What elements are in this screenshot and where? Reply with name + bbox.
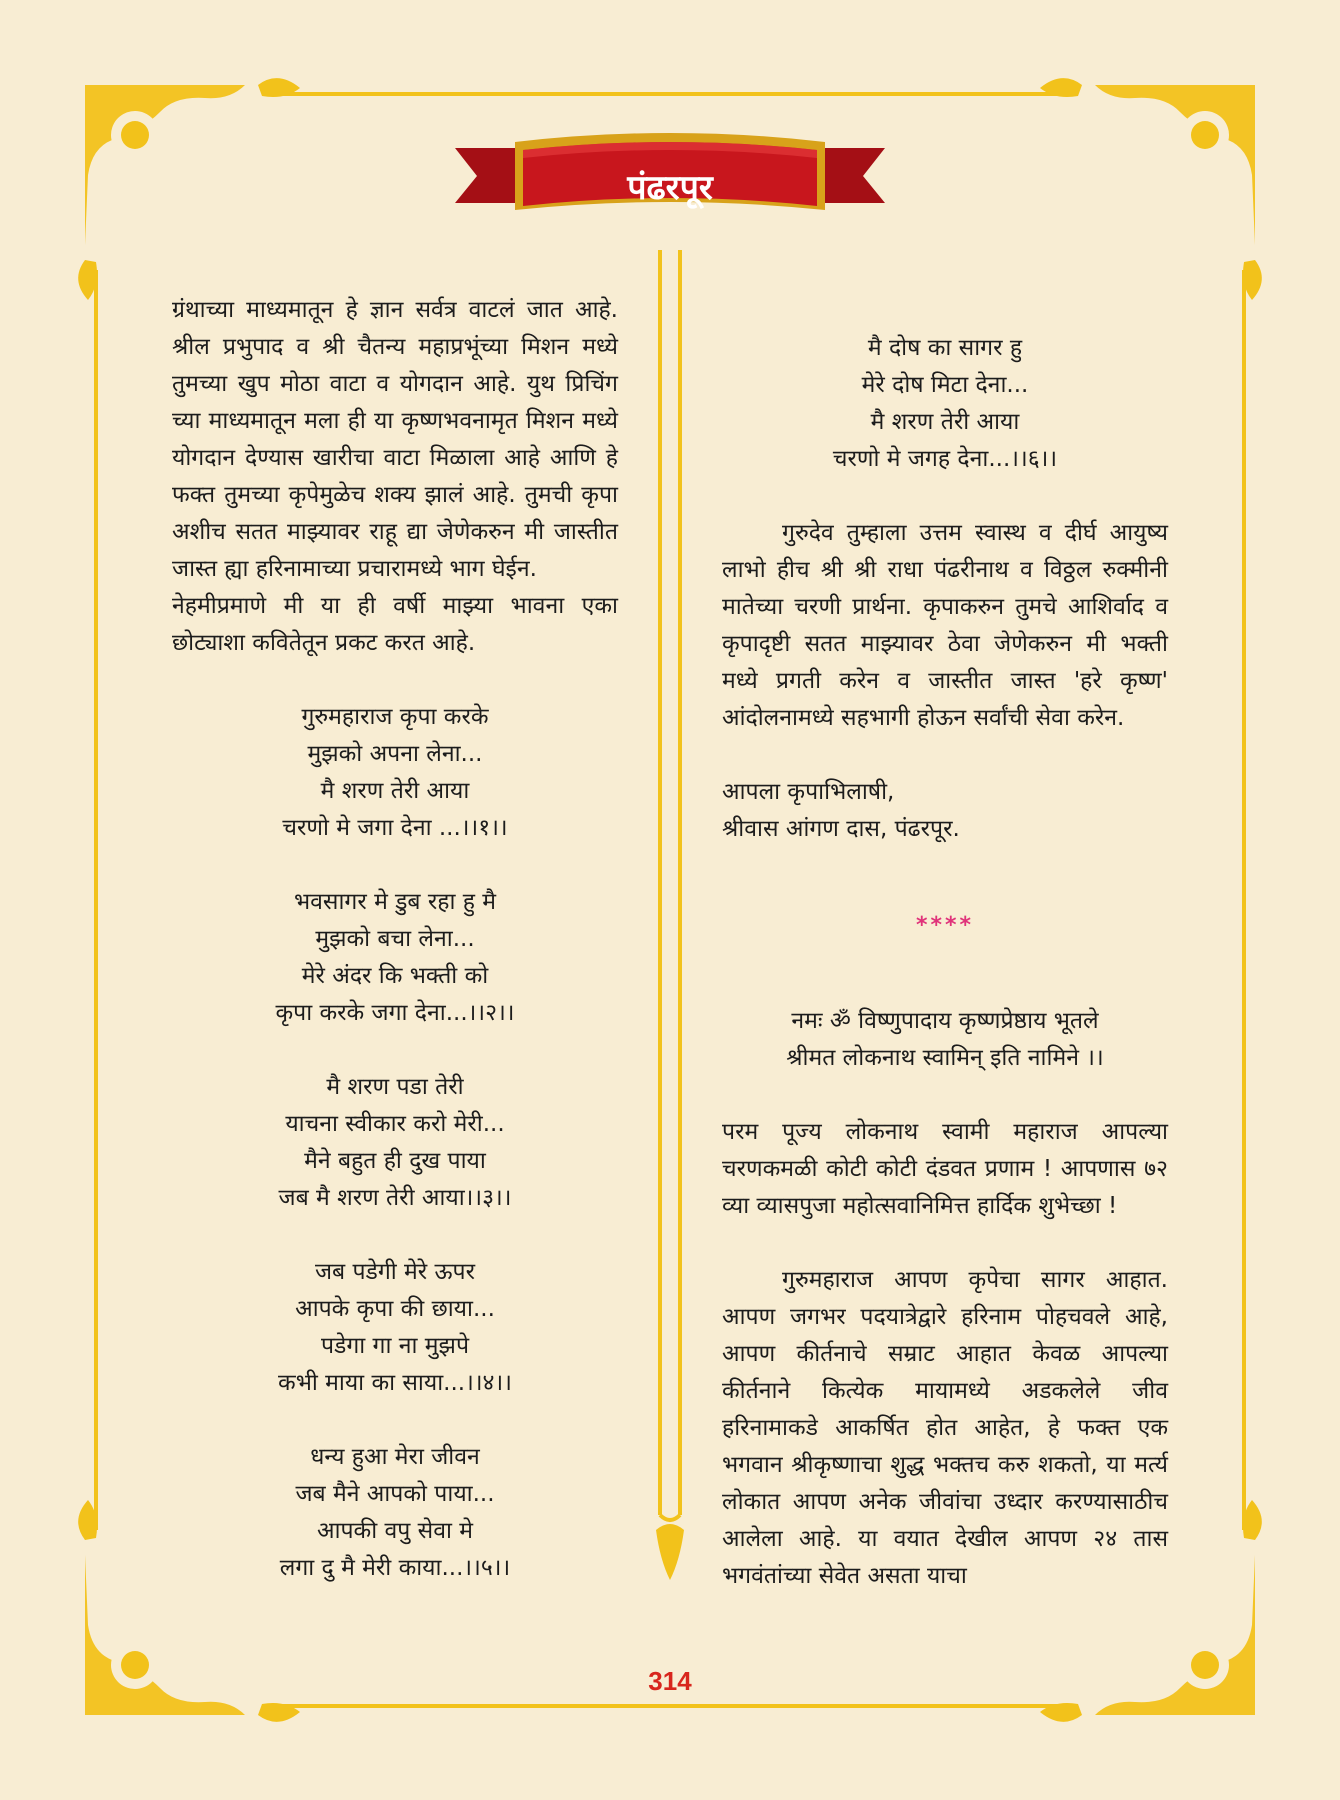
left-column bbox=[172, 292, 618, 1587]
poem-line: आपके कृपा की छाया... bbox=[295, 1296, 495, 1322]
column-divider bbox=[640, 250, 700, 1600]
poem-line: जब मै शरण तेरी आया।।३।। bbox=[278, 1185, 512, 1211]
poem-line: भवसागर मे डुब रहा हु मै bbox=[293, 889, 497, 915]
signoff-line: आपला कृपाभिलाषी, bbox=[722, 779, 895, 805]
poem-line: गुरुमहाराज कृपा करके bbox=[301, 704, 489, 730]
poem-stanza-6 bbox=[722, 330, 1168, 478]
poem-line: मुझको अपना लेना... bbox=[307, 741, 483, 767]
poem-line: जब मैने आपको पाया... bbox=[295, 1481, 495, 1507]
poem-line: मुझको बचा लेना... bbox=[315, 926, 475, 952]
poem-line: मेरे अंदर कि भक्ती को bbox=[301, 963, 489, 989]
prayer-paragraph: गुरुदेव तुम्हाला उत्तम स्वास्थ व दीर्घ आयुष्य लाभो हीच श्री श्री राधा पंढरीनाथ व विठ्ठल रुक्मीनी मातेच्या चरणी प्रार्थना. कृपाकरुन तुमचे आशिर्वाद व कृपादृष्टी सतत माझ्यावर ठेवा जेणेकरुन मी भक्ती मध्ये प्रगती करेन व जास्तीत जास्त 'हरे कृष्ण' आंदोलनामध्ये सहभागी होऊन सर्वांची सेवा करेन. bbox=[722, 520, 1168, 731]
poem-stanza-1 bbox=[172, 699, 618, 847]
right-column bbox=[722, 330, 1168, 1595]
poem-line: मेरे दोष मिटा देना... bbox=[861, 372, 1029, 398]
greeting-paragraph: परम पूज्य लोकनाथ स्वामी महाराज आपल्या चरणकमळी कोटी कोटी दंडवत प्रणाम ! आपणास ७२ व्या व्यासपुजा महोत्सवानिमित्त हार्दिक शुभेच्छा ! bbox=[722, 1119, 1168, 1219]
mantra-line: नमः ॐ विष्णुपादाय कृष्णप्रेष्ठाय भूतले bbox=[791, 1008, 1099, 1034]
poem-line: मै शरण तेरी आया bbox=[870, 409, 1020, 435]
poem-line: कभी माया का साया...।।४।। bbox=[278, 1370, 512, 1396]
poem-line: मैने बहुत ही दुख पाया bbox=[304, 1148, 486, 1174]
poem-line: चरणो मे जगा देना ...।।१।। bbox=[282, 815, 508, 841]
poem-line: चरणो मे जगह देना...।।६।। bbox=[832, 446, 1058, 472]
page-number: 314 bbox=[648, 1666, 692, 1696]
poem-line: पडेगा गा ना मुझपे bbox=[320, 1333, 470, 1359]
poem-stanza-4 bbox=[172, 1254, 618, 1402]
poem-line: आपकी वपु सेवा मे bbox=[316, 1518, 474, 1544]
poem-line: मै शरण पडा तेरी bbox=[326, 1074, 464, 1100]
mantra-line: श्रीमत लोकनाथ स्वामिन् इति नामिने ।। bbox=[786, 1045, 1104, 1071]
poem-line: मै दोष का सागर हु bbox=[867, 335, 1023, 361]
poem-line: मै शरण तेरी आया bbox=[320, 778, 470, 804]
poem-line: कृपा करके जगा देना...।।२।। bbox=[275, 1000, 515, 1026]
poem-stanza-5 bbox=[172, 1439, 618, 1587]
corner-ornament-top-left bbox=[78, 78, 300, 300]
intro-paragraph: ग्रंथाच्या माध्यमातून हे ज्ञान सर्वत्र वाटलं जात आहे. श्रील प्रभुपाद व श्री चैतन्य महाप्रभूंच्या मिशन मध्ये तुमच्या खुप मोठा वाटा व योगदान आहे. युथ प्रिचिंग च्या माध्यमातून मला ही या कृष्णभवनामृत मिशन मध्ये योगदान देण्यास खारीचा वाटा मिळाला आहे आणि हे फक्त तुमच्या कृपेमुळेच शक्य झालं आहे. तुमची कृपा अशीच सतत माझ्यावर राहू द्या जेणेकरुन मी जास्तीत जास्त ह्या हरिनामाच्या प्रचारामध्ये भाग घेईन. bbox=[172, 297, 618, 582]
signoff-name: श्रीवास आंगण दास, पंढरपूर. bbox=[722, 816, 960, 842]
final-paragraph: गुरुमहाराज आपण कृपेचा सागर आहात. आपण जगभर पदयात्रेद्वारे हरिनाम पोहचवले आहे, आपण कीर्तनाचे सम्राट आहात केवळ आपल्या कीर्तनाने कित्येक मायामध्ये अडकलेले जीव हरिनामाकडे आकर्षित होत आहेत, हे फक्त एक भगवान श्रीकृष्णाचा शुद्ध भक्तच करु शकतो, या मर्त्य लोकात आपण अनेक जीवांचा उध्दार करण्यासाठीच आलेला आहे. या वयात देखील आपण २४ तास भगवंतांच्या सेवेत असता याचा bbox=[722, 1267, 1168, 1589]
section-separator: **** bbox=[915, 913, 975, 938]
poem-stanza-3 bbox=[172, 1069, 618, 1217]
second-paragraph: नेहमीप्रमाणे मी या ही वर्षी माझ्या भावना एका छोट्याशा कवितेतून प्रकट करत आहे. bbox=[172, 593, 618, 656]
poem-stanza-2 bbox=[172, 884, 618, 1032]
page-title: पंढरपूर bbox=[627, 168, 713, 208]
poem-line: लगा दु मै मेरी काया...।।५।। bbox=[279, 1555, 511, 1581]
poem-line: याचना स्वीकार करो मेरी... bbox=[285, 1111, 505, 1137]
poem-line: जब पडेगी मेरे ऊपर bbox=[314, 1259, 476, 1285]
poem-line: धन्य हुआ मेरा जीवन bbox=[310, 1444, 480, 1470]
corner-ornament-top-right bbox=[1040, 78, 1262, 300]
